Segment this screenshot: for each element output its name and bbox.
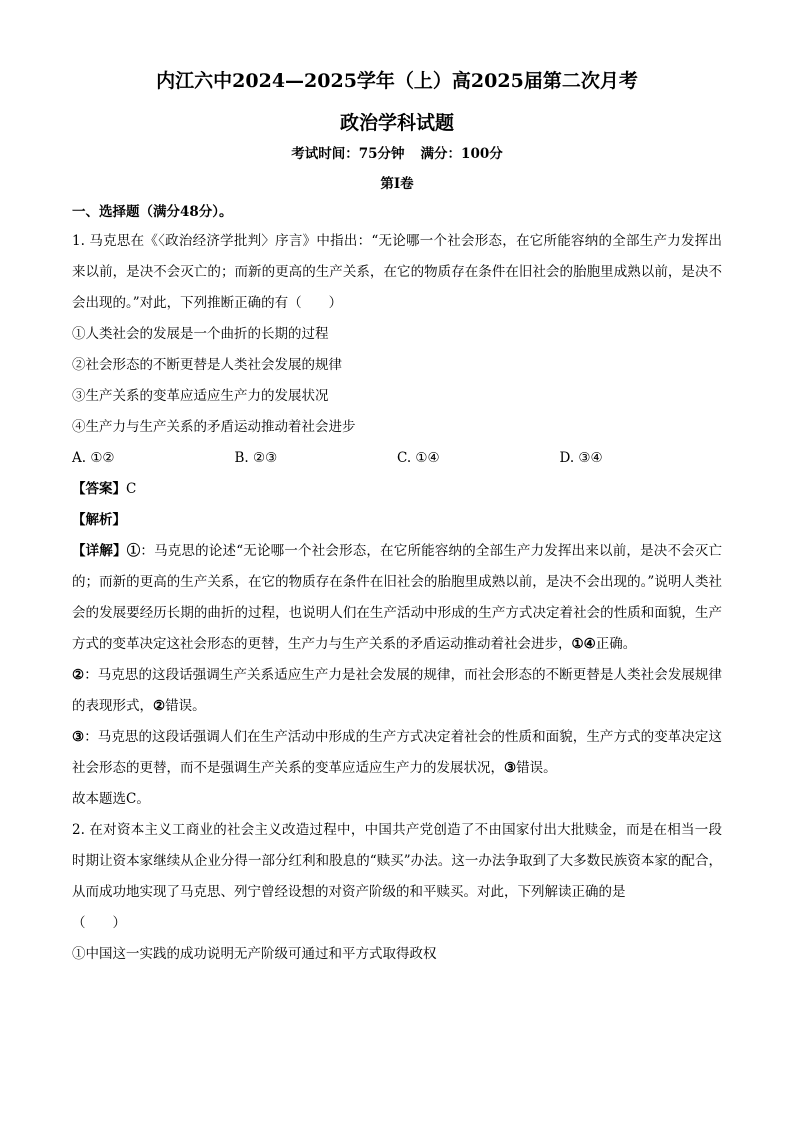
detail-3-end: 错误。	[516, 760, 557, 776]
exam-title: 内江六中2024—2025学年（上）高2025届第二次月考	[156, 70, 638, 92]
analysis-label: 【解析】	[72, 512, 126, 528]
detail-1-text: ：马克思的论述“无论哪一个社会形态，在它所能容纳的全部生产力发挥出来以前，是决不会灭亡的；而新的更高的生产关系，在它的物质存在条件在旧社会的胎胞里成熟以前，是决不会出现的。”说明人类社会的发展要经历长期的曲折的过程，也说明人们在生产活动中形成的生产方式决定着社会的性质和面貌，生产方式的变革决定这社会形态的更替，生产力与生产关系的矛盾运动推动着社会进步，	[72, 543, 723, 652]
detail-2-end: 错误。	[165, 698, 206, 714]
exam-time: 考试时间：75分钟	[291, 146, 405, 162]
detail-1-end: 正确。	[595, 636, 637, 652]
choice-d: D. ③④	[559, 450, 603, 466]
detail-1-tag: ①	[126, 543, 141, 559]
question-1-option-2: ②社会形态的不断更替是人类社会发展的规律	[72, 357, 342, 373]
question-2-option-1: ①中国这一实践的成功说明无产阶级可通过和平方式取得政权	[72, 946, 437, 962]
volume-heading: 第Ⅰ卷	[380, 176, 414, 192]
detail-3-end-tag: ③	[504, 760, 517, 776]
answer-label: 【答案】	[72, 481, 126, 497]
document-page	[72, 64, 722, 970]
detail-3-tag: ③	[72, 729, 85, 745]
answer-value: C	[126, 481, 137, 497]
question-1-analysis	[72, 505, 722, 536]
detail-2-text: ：马克思的这段话强调生产关系适应生产力是社会发展的规律，而社会形态的不断更替是人类社会发展规律的表现形式，	[72, 667, 723, 714]
choice-c: C. ①④	[397, 450, 440, 466]
question-1-conclusion: 故本题选C。	[72, 791, 150, 807]
detail-label: 【详解】	[72, 543, 127, 559]
full-score: 满分：100分	[420, 146, 503, 162]
question-1-answer	[72, 474, 722, 505]
detail-3-text: ：马克思的这段话强调人们在生产活动中形成的生产方式决定着社会的性质和面貌，生产方式的变革决定这社会形态的更替，而不是强调生产关系的变革应适应生产力的发展状况，	[72, 729, 723, 776]
question-1-option-3: ③生产关系的变革应适应生产力的发展状况	[72, 388, 329, 404]
exam-info	[72, 142, 722, 166]
question-2-bracket: （ ）	[72, 915, 126, 931]
question-1-detail-3	[72, 722, 722, 784]
question-1-option-1: ①人类社会的发展是一个曲折的长期的过程	[72, 326, 329, 342]
exam-subtitle: 政治学科试题	[339, 112, 454, 134]
choice-b: B. ②③	[234, 450, 278, 466]
choice-a: A. ①②	[72, 450, 115, 466]
question-1-detail-1	[72, 536, 722, 660]
question-1-option-4: ④生产力与生产关系的矛盾运动推动着社会进步	[72, 419, 356, 435]
detail-1-end-tag: ①④	[571, 636, 596, 652]
question-1-detail-2	[72, 660, 722, 722]
detail-2-end-tag: ②	[153, 698, 166, 714]
question-1-stem: 1. 马克思在《〈政治经济学批判〉序言》中指出：“无论哪一个社会形态，在它所能容纳的全部生产力发挥出来以前，是决不会灭亡的；而新的更高的生产关系，在它的物质存在条件在旧社会的胎胞里成熟以前，是决不会出现的。”对此，下列推断正确的有（ ）	[72, 233, 722, 311]
detail-2-tag: ②	[72, 667, 85, 683]
question-1-choices	[72, 443, 722, 474]
question-2-stem: 2. 在对资本主义工商业的社会主义改造过程中，中国共产党创造了不由国家付出大批赎金，而是在相当一段时期让资本家继续从企业分得一部分红利和股息的“赎买”办法。这一办法争取到了大多数民族资本家的配合，从而成功地实现了马克思、列宁曾经设想的对资产阶级的和平赎买。对此，下列解读正确的是	[72, 822, 722, 900]
section-heading: 一、选择题（满分48分）。	[72, 204, 233, 220]
